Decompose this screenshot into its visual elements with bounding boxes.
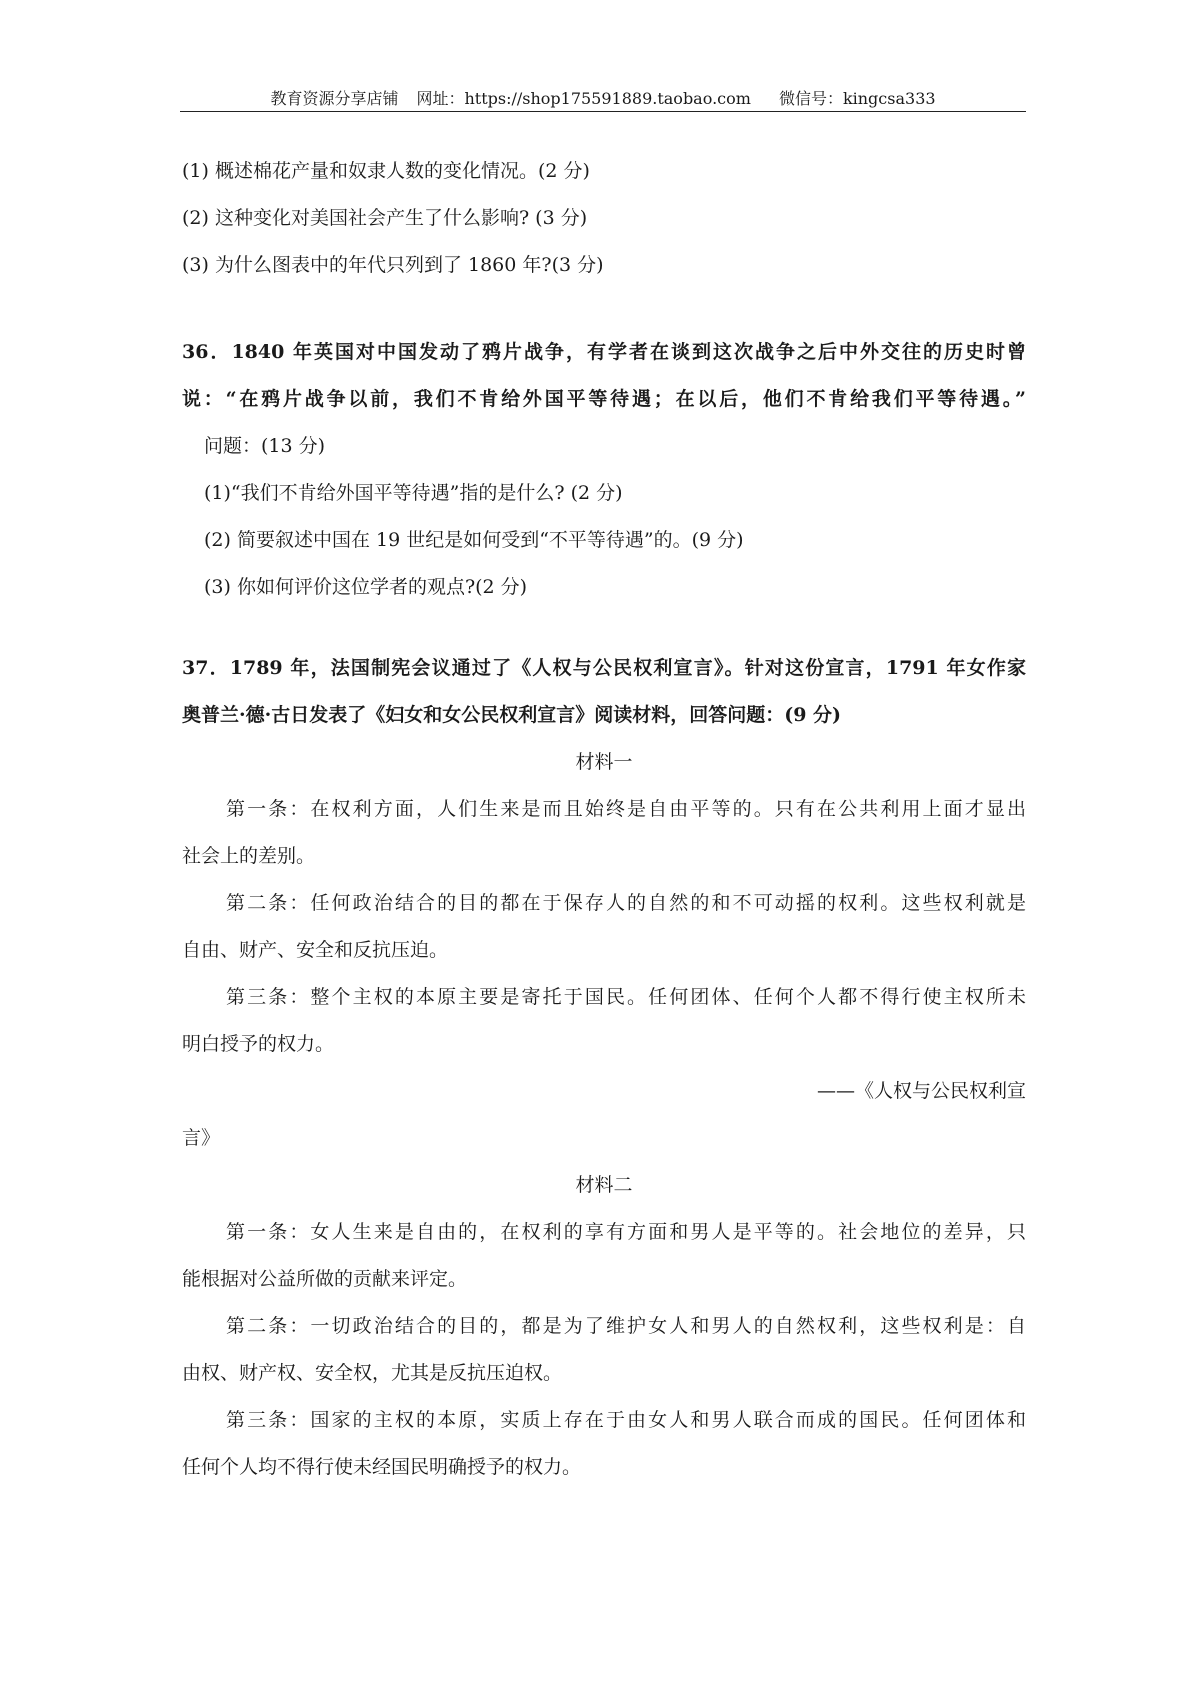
material-1-article-2-line-2: 自由、财产、安全和反抗压迫。: [182, 939, 449, 961]
header-divider: [180, 111, 1026, 112]
question-35-item-1: (1) 概述棉花产量和奴隶人数的变化情况。(2 分): [182, 160, 590, 182]
material-1-source-line-1: ——《人权与公民权利宣: [816, 1080, 1026, 1102]
document-body: [182, 148, 1026, 1491]
material-2-article-3-line-2: 任何个人均不得行使未经国民明确授予的权力。: [182, 1456, 582, 1478]
material-2-article-2-line-1: 第二条：一切政治结合的目的，都是为了维护女人和男人的自然权利，这些权利是：自: [226, 1315, 1026, 1337]
material-2-article-2-line-2: 由权、财产权、安全权，尤其是反抗压迫权。: [182, 1362, 563, 1384]
question-37-stem-line-1: 37．1789 年，法国制宪会议通过了《人权与公民权利宣言》。针对这份宣言，1791 年女作家: [182, 657, 1026, 679]
material-2-article-1-line-1: 第一条：女人生来是自由的，在权利的享有方面和男人是平等的。社会地位的差异，只: [226, 1221, 1026, 1243]
header-url: 网址：https://shop175591889.taobao.com: [416, 89, 751, 108]
material-1-article-1-line-1: 第一条：在权利方面，人们生来是而且始终是自由平等的。只有在公共利用上面才显出: [226, 798, 1026, 820]
header-wechat: 微信号：kingcsa333: [778, 89, 936, 108]
material-1-article-3-line-2: 明白授予的权力。: [182, 1033, 335, 1055]
question-37-stem-line-2: 奥普兰·德·古日发表了《妇女和女公民权利宣言》阅读材料，回答问题：(9 分): [182, 704, 842, 726]
header-shop-name: 教育资源分享店铺: [270, 89, 399, 108]
question-36-stem-line-1: 36．1840 年英国对中国发动了鸦片战争，有学者在谈到这次战争之后中外交往的历史时曾: [182, 341, 1026, 363]
question-36-item-2: (2) 简要叙述中国在 19 世纪是如何受到“不平等待遇”的。(9 分): [204, 529, 744, 551]
question-36-item-1: (1)“我们不肯给外国平等待遇”指的是什么? (2 分): [204, 482, 623, 504]
section-gap: [182, 289, 1026, 329]
question-35-item-2: (2) 这种变化对美国社会产生了什么影响? (3 分): [182, 207, 588, 229]
material-1-source-line-2: 言》: [182, 1127, 221, 1149]
question-36: [182, 329, 1026, 611]
material-1-article-3-line-1: 第三条：整个主权的本原主要是寄托于国民。任何团体、任何个人都不得行使主权所未: [226, 986, 1026, 1008]
material-1-title: 材料一: [575, 751, 633, 773]
material-2-article-3-line-1: 第三条：国家的主权的本原，实质上存在于由女人和男人联合而成的国民。任何团体和: [226, 1409, 1026, 1431]
material-2-article-1-line-2: 能根据对公益所做的贡献来评定。: [182, 1268, 468, 1290]
question-37: [182, 645, 1026, 1491]
section-gap: [182, 611, 1026, 645]
question-36-prompt: 问题：(13 分): [204, 435, 326, 457]
question-36-item-3: (3) 你如何评价这位学者的观点?(2 分): [204, 576, 528, 598]
page-header: [180, 86, 1026, 112]
question-35-items: [182, 148, 1026, 289]
material-1-article-2-line-1: 第二条：任何政治结合的目的都在于保存人的自然的和不可动摇的权利。这些权利就是: [226, 892, 1026, 914]
question-35-item-3: (3) 为什么图表中的年代只列到了 1860 年?(3 分): [182, 254, 604, 276]
material-2-title: 材料二: [575, 1174, 633, 1196]
question-36-stem-line-2: 说：“在鸦片战争以前，我们不肯给外国平等待遇；在以后，他们不肯给我们平等待遇。”: [182, 388, 1026, 410]
material-1-article-1-line-2: 社会上的差别。: [182, 845, 316, 867]
